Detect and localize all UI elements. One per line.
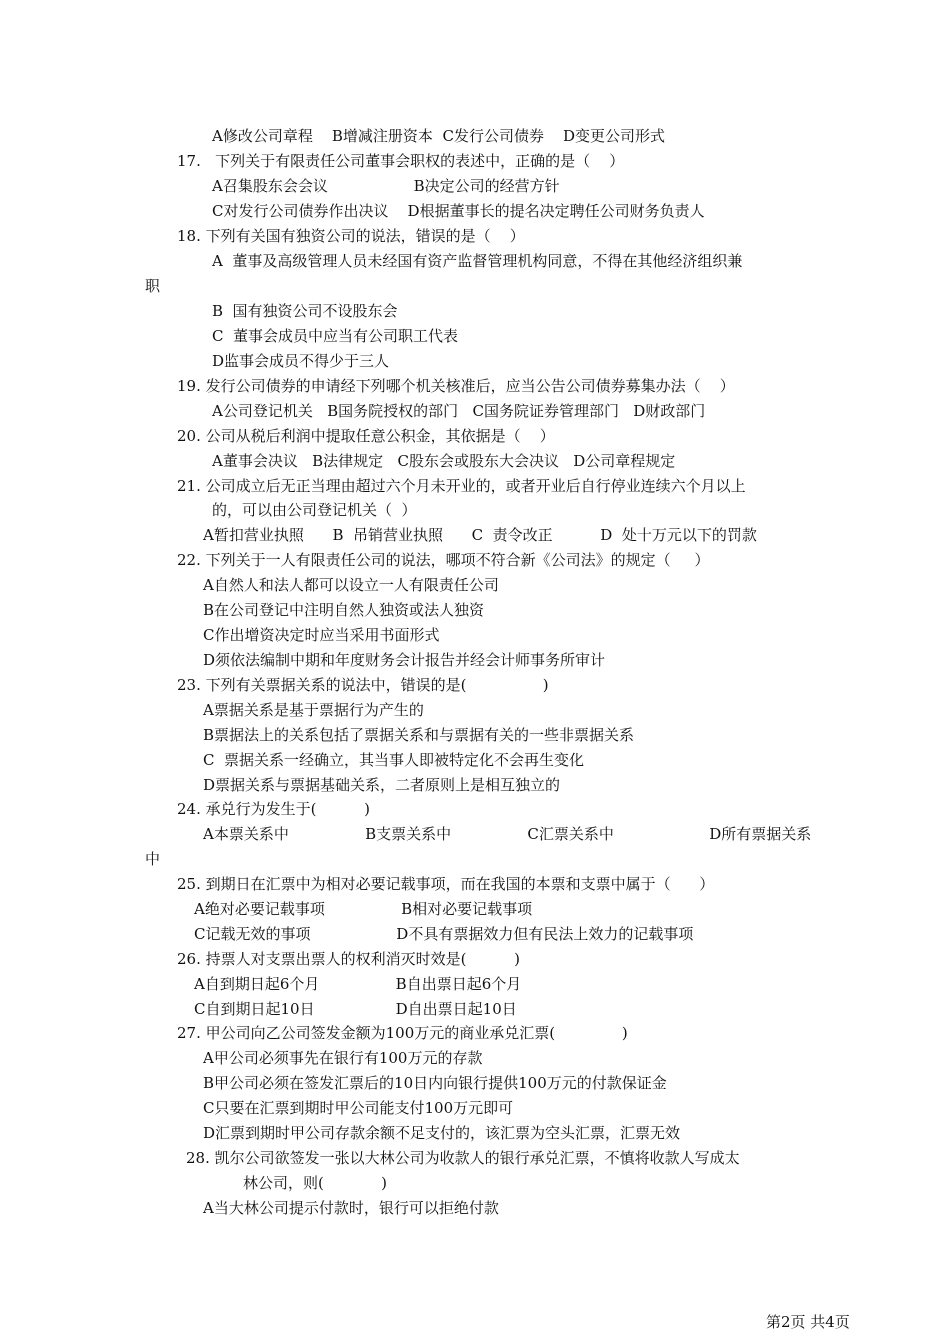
text-line: A甲公司必须事先在银行有100万元的存款 (203, 1049, 483, 1067)
text-line: A暂扣营业执照 B 吊销营业执照 C 责令改正 D 处十万元以下的罚款 (203, 526, 757, 544)
text-line: A绝对必要记载事项 B相对必要记载事项 (194, 900, 533, 918)
text-line: 19. 发行公司债券的申请经下列哪个机关核准后，应当公告公司债券募集办法（ ） (177, 377, 735, 395)
text-line: 24. 承兑行为发生于( ) (177, 800, 371, 818)
page-number: 第2页 共4页 (766, 1313, 850, 1331)
text-line: 林公司，则( ) (243, 1174, 387, 1192)
text-line: A本票关系中 B支票关系中 C汇票关系中 D所有票据关系 (203, 825, 812, 843)
text-line: B票据法上的关系包括了票据关系和与票据有关的一些非票据关系 (203, 726, 635, 744)
text-line: A公司登记机关 B国务院授权的部门 C国务院证券管理部门 D财政部门 (212, 402, 706, 420)
text-line: A董事会决议 B法律规定 C股东会或股东大会决议 D公司章程规定 (212, 452, 676, 470)
text-line: C记载无效的事项 D不具有票据效力但有民法上效力的记载事项 (194, 925, 694, 943)
text-line: A票据关系是基于票据行为产生的 (203, 701, 424, 719)
text-line: B 国有独资公司不设股东会 (212, 302, 398, 320)
text-line: 18. 下列有关国有独资公司的说法，错误的是（ ） (177, 227, 525, 245)
text-line: C自到期日起10日 D自出票日起10日 (194, 1000, 517, 1018)
text-line: 20. 公司从税后利润中提取任意公积金，其依据是（ ） (177, 427, 555, 445)
text-line: 25. 到期日在汇票中为相对必要记载事项，而在我国的本票和支票中属于（ ） (177, 875, 715, 893)
text-line: 26. 持票人对支票出票人的权利消灭时效是( ) (177, 950, 521, 968)
text-line: A自然人和法人都可以设立一人有限责任公司 (203, 576, 499, 594)
text-line: 21. 公司成立后无正当理由超过六个月未开业的，或者开业后自行停业连续六个月以上 (177, 477, 746, 495)
text-line: C只要在汇票到期时甲公司能支付100万元即可 (203, 1099, 514, 1117)
text-line: C作出增资决定时应当采用书面形式 (203, 626, 440, 644)
text-line: 职 (145, 277, 161, 295)
text-line: A当大林公司提示付款时，银行可以拒绝付款 (203, 1199, 499, 1217)
text-line: D监事会成员不得少于三人 (212, 352, 390, 370)
text-line: D汇票到期时甲公司存款余额不足支付的，该汇票为空头汇票，汇票无效 (203, 1124, 681, 1142)
text-line: 17. 下列关于有限责任公司董事会职权的表述中，正确的是（ ） (177, 152, 625, 170)
text-line: A召集股东会会议 B决定公司的经营方针 (212, 177, 560, 195)
text-line: 28. 凯尔公司欲签发一张以大林公司为收款人的银行承兑汇票，不慎将收款人写成太 (186, 1149, 740, 1167)
text-line: A自到期日起6个月 B自出票日起6个月 (194, 975, 522, 993)
text-line: C 董事会成员中应当有公司职工代表 (212, 327, 459, 345)
text-line: 27. 甲公司向乙公司签发金额为100万元的商业承兑汇票( ) (177, 1024, 628, 1042)
text-line: 22. 下列关于一人有限责任公司的说法，哪项不符合新《公司法》的规定（ ） (177, 551, 710, 569)
text-line: C对发行公司债券作出决议 D根据董事长的提名决定聘任公司财务负责人 (212, 202, 705, 220)
text-line: 23. 下列有关票据关系的说法中，错误的是( ) (177, 676, 549, 694)
text-line: D票据关系与票据基础关系，二者原则上是相互独立的 (203, 776, 561, 794)
text-line: B在公司登记中注明自然人独资或法人独资 (203, 601, 485, 619)
text-line: B甲公司必须在签发汇票后的10日内向银行提供100万元的付款保证金 (203, 1074, 667, 1092)
text-line: 中 (145, 850, 161, 868)
text-line: C 票据关系一经确立，其当事人即被特定化不会再生变化 (203, 751, 585, 769)
text-line: A 董事及高级管理人员未经国有资产监督管理机构同意，不得在其他经济组织兼 (212, 252, 743, 270)
text-line: D须依法编制中期和年度财务会计报告并经会计师事务所审计 (203, 651, 606, 669)
text-line: 的，可以由公司登记机关（ ） (212, 501, 417, 519)
text-line: A修改公司章程 B增减注册资本 C发行公司债券 D变更公司形式 (212, 127, 666, 145)
